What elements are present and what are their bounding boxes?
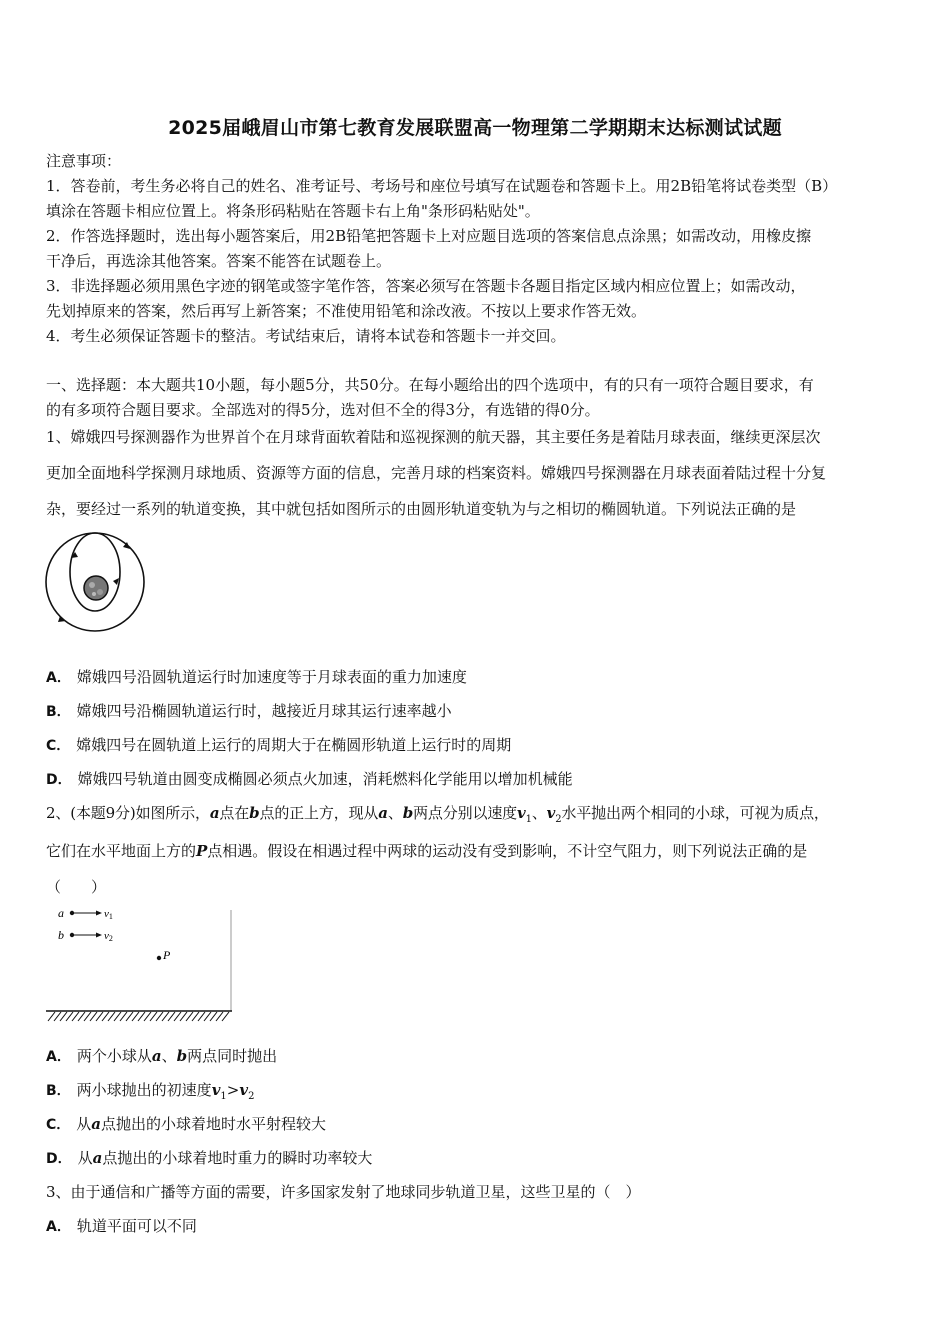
moon xyxy=(84,576,108,600)
question-2-text: 它们在水平地面上方的P点相遇。假设在相遇过程中两球的运动没有受到影响，不计空气阻力，则下列说法正确的是 xyxy=(46,842,808,860)
question-2-text: 2、(本题9分)如图所示，a点在b点的正上方，现从a、b两点分别以速度$v_1$、$v_2$水平抛出两个相同的小球，可视为质点， xyxy=(46,804,829,825)
notice-line: 先划掉原来的答案，然后再写上新答案；不准使用铅笔和涂改液。不按以上要求作答无效。 xyxy=(46,302,647,320)
q2-option-d[interactable]: D． 从a点抛出的小球着地时重力的瞬时功率较大 xyxy=(46,1149,373,1167)
q2-option-a[interactable]: A． 两个小球从a、b两点同时抛出 xyxy=(46,1047,278,1065)
question-1-text: 杂，要经过一系列的轨道变换，其中就包括如图所示的由圆形轨道变轨为与之相切的椭圆轨道。下列说法正确的是 xyxy=(46,500,797,518)
point-p xyxy=(157,956,161,960)
q2-option-c[interactable]: C． 从a点抛出的小球着地时水平射程较大 xyxy=(46,1115,327,1133)
q2-option-b[interactable]: B． 两小球抛出的初速度$v_1>v_2$ xyxy=(46,1081,255,1102)
point-a xyxy=(70,911,74,915)
q1-option-b[interactable]: B． 嫦娥四号沿椭圆轨道运行时，越接近月球其运行速率越小 xyxy=(46,702,452,720)
page-title: 2025届峨眉山市第七教育发展联盟高一物理第二学期期末达标测试试题 xyxy=(168,117,782,139)
projectile-diagram xyxy=(44,905,236,1025)
notice-line: 填涂在答题卡相应位置上。将条形码粘贴在答题卡右上角"条形码粘贴处"。 xyxy=(46,202,540,220)
notice-heading: 注意事项： xyxy=(46,152,122,170)
notice-line: 2．作答选择题时，选出每小题答案后，用2B铅笔把答题卡上对应题目选项的答案信息点涂黑；如需改动，用橡皮擦 xyxy=(46,227,812,245)
label-b: b xyxy=(58,928,64,942)
question-2-blank: （ ） xyxy=(46,878,107,896)
label-v1: v1 xyxy=(104,908,113,921)
arrow-circle-left xyxy=(58,616,66,622)
label-p: P xyxy=(163,948,171,962)
notice-line: 4．考生必须保证答题卡的整洁。考试结束后，请将本试卷和答题卡一并交回。 xyxy=(46,327,566,345)
notice-line: 干净后，再选涂其他答案。答案不能答在试题卷上。 xyxy=(46,252,392,270)
q1-option-c[interactable]: C． 嫦娥四号在圆轨道上运行的周期大于在椭圆形轨道上运行时的周期 xyxy=(46,736,512,754)
q1-option-d[interactable]: D． 嫦娥四号轨道由圆变成椭圆必须点火加速，消耗燃料化学能用以增加机械能 xyxy=(46,770,573,788)
q3-option-a[interactable]: A． 轨道平面可以不同 xyxy=(46,1217,197,1235)
question-1-text: 更加全面地科学探测月球地质、资源等方面的信息，完善月球的档案资料。嫦娥四号探测器在月球表面着陆过程十分复 xyxy=(46,464,827,482)
q1-option-a[interactable]: A． 嫦娥四号沿圆轨道运行时加速度等于月球表面的重力加速度 xyxy=(46,668,467,686)
section-intro: 一、选择题：本大题共10小题，每小题5分，共50分。在每小题给出的四个选项中，有的只有一项符合题目要求，有 xyxy=(46,376,814,394)
projectile-diagram-svg xyxy=(44,905,236,1025)
question-1-text: 1、嫦娥四号探测器作为世界首个在月球背面软着陆和巡视探测的航天器，其主要任务是着陆月球表面，继续更深层次 xyxy=(46,428,821,446)
orbit-diagram xyxy=(44,530,146,634)
label-a: a xyxy=(58,906,64,920)
point-b xyxy=(70,933,74,937)
label-v2: v2 xyxy=(104,930,113,943)
ground-hatching xyxy=(48,1012,229,1021)
orbit-diagram-svg xyxy=(44,530,146,634)
notice-line: 3．非选择题必须用黑色字迹的钢笔或签字笔作答，答案必须写在答题卡各题目指定区域内相应位置上；如需改动， xyxy=(46,277,806,295)
notice-line: 1．答卷前，考生务必将自己的姓名、准考证号、考场号和座位号填写在试题卷和答题卡上。用2B铅笔将试卷类型（B） xyxy=(46,177,838,195)
section-intro: 的有多项符合题目要求。全部选对的得5分，选对但不全的得3分，有选错的得0分。 xyxy=(46,401,600,419)
question-3-text: 3、由于通信和广播等方面的需要，许多国家发射了地球同步轨道卫星，这些卫星的（ ） xyxy=(46,1183,641,1201)
